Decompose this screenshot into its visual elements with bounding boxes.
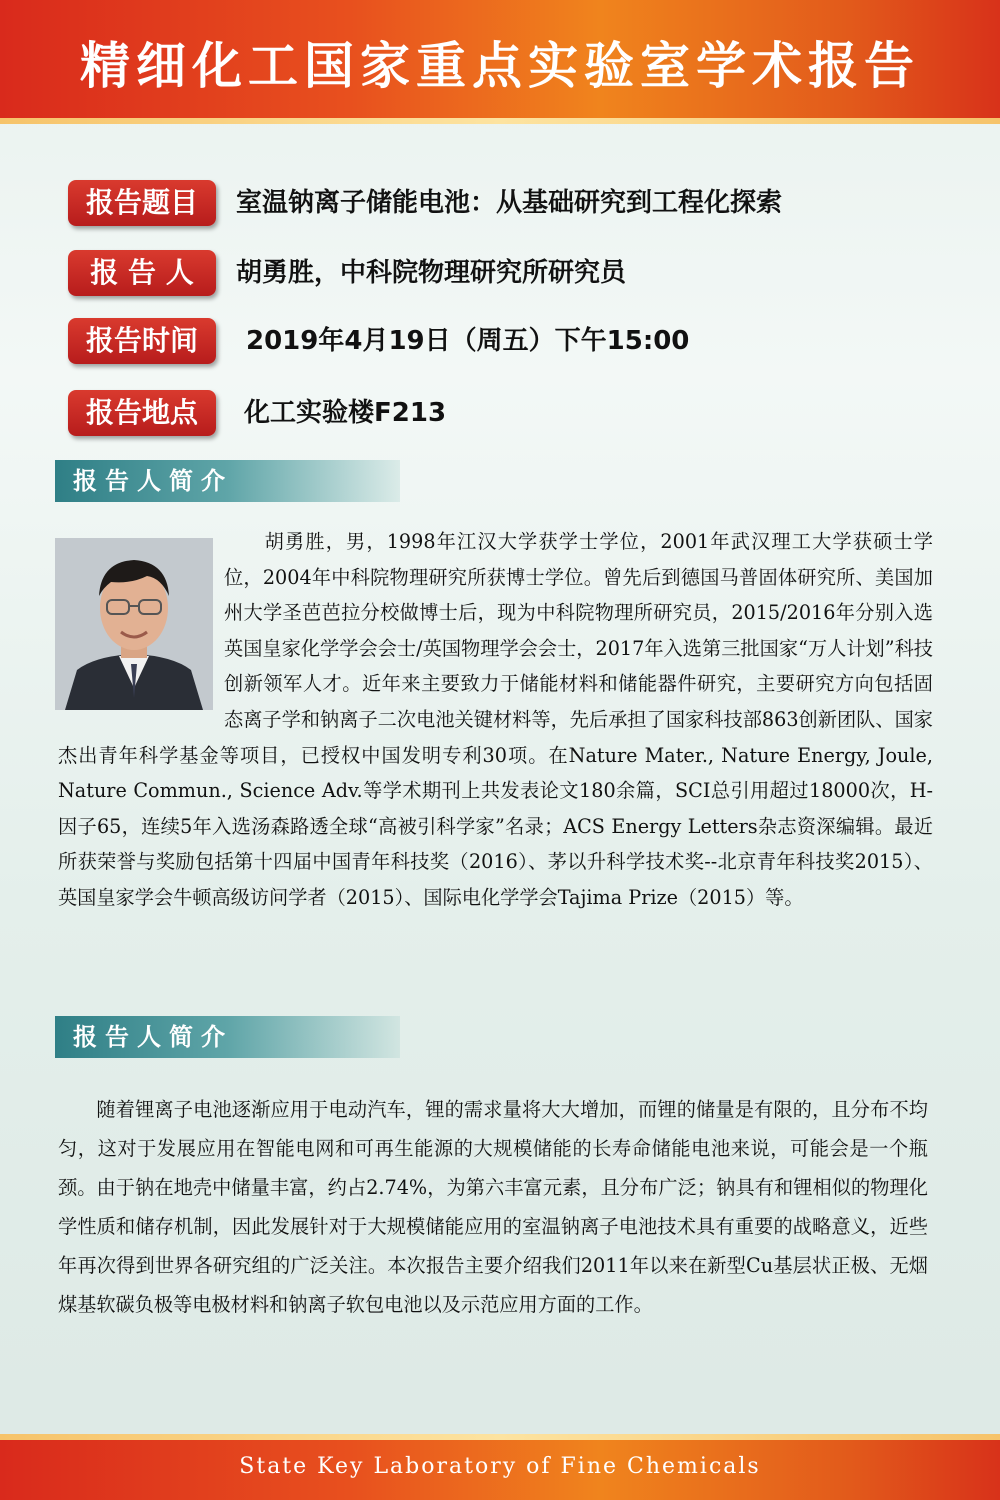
- photo-spacer: [58, 524, 224, 724]
- speaker-name: 胡勇胜，中科院物理研究所研究员: [236, 258, 627, 288]
- header-banner: [0, 0, 1000, 118]
- bio-paragraph: 胡勇胜，男，1998年江汉大学获学士学位，2001年武汉理工大学获硕士学位，2004年中科院物理研究所获博士学位。曾先后到德国马普固体研究所、美国加州大学圣芭芭拉分校做博士后，现为中科院物理所研究员，2015/2016年分别入选英国皇家化学学会会士/英国物理学会会士，2017年入选第三批国家“万人计划”科技创新领军人才。近年来主要致力于储能材料和储能器件研究，主要研究方向包括固态离子学和钠离子二次电池关键材料等，先后承担了国家科技部863创新团队、国家杰出青年科学基金等项目，已授权中国发明专利30项。在Nature Mater., Nature Energy, Joule, Nature Commun., Science Adv.等学术期刊上共发表论文180余篇，SCI总引用超过18000次，H-因子65，连续5年入选汤森路透全球“高被引科学家”名录；ACS Energy Letters杂志资深编辑。最近所获荣誉与奖励包括第十四届中国青年科技奖（2016）、茅以升科学技术奖--北京青年科技奖2015）、英国皇家学会牛顿高级访问学者（2015）、国际电化学学会Tajima Prize（2015）等。: [58, 530, 933, 909]
- report-title: 室温钠离子储能电池：从基础研究到工程化探索: [236, 188, 783, 218]
- abstract-paragraph: 随着锂离子电池逐渐应用于电动汽车，锂的需求量将大大增加，而锂的储量是有限的，且分布不均匀，这对于发展应用在智能电网和可再生能源的大规模储能的长寿命储能电池来说，可能会是一个瓶颈。由于钠在地壳中储量丰富，约占2.74%，为第六丰富元素，且分布广泛；钠具有和锂相似的物理化学性质和储存机制，因此发展针对于大规模储能应用的室温钠离子电池技术具有重要的战略意义，近些年再次得到世界各研究组的广泛关注。本次报告主要介绍我们2011年以来在新型Cu基层状正极、无烟煤基软碳负极等电极材料和钠离子软包电池以及示范应用方面的工作。: [58, 1098, 928, 1316]
- time-label-badge: 报告时间: [68, 318, 216, 364]
- report-time: 2019年4月19日（周五）下午15:00: [246, 326, 690, 356]
- location-label-badge: 报告地点: [68, 390, 216, 436]
- page-title: 精细化工国家重点实验室学术报告: [80, 37, 920, 95]
- speaker-bio-text: [58, 524, 933, 916]
- section-header-speaker-bio: 报告人简介: [55, 460, 400, 502]
- section-header-abstract: 报告人简介: [55, 1016, 400, 1058]
- footer-banner: [0, 1440, 1000, 1500]
- footer-lab-name: State Key Laboratory of Fine Chemicals: [239, 1454, 761, 1479]
- header-divider: [0, 118, 1000, 124]
- speaker-label-badge: 报 告 人: [68, 250, 216, 296]
- report-location: 化工实验楼F213: [244, 398, 447, 428]
- title-label-badge: 报告题目: [68, 180, 216, 226]
